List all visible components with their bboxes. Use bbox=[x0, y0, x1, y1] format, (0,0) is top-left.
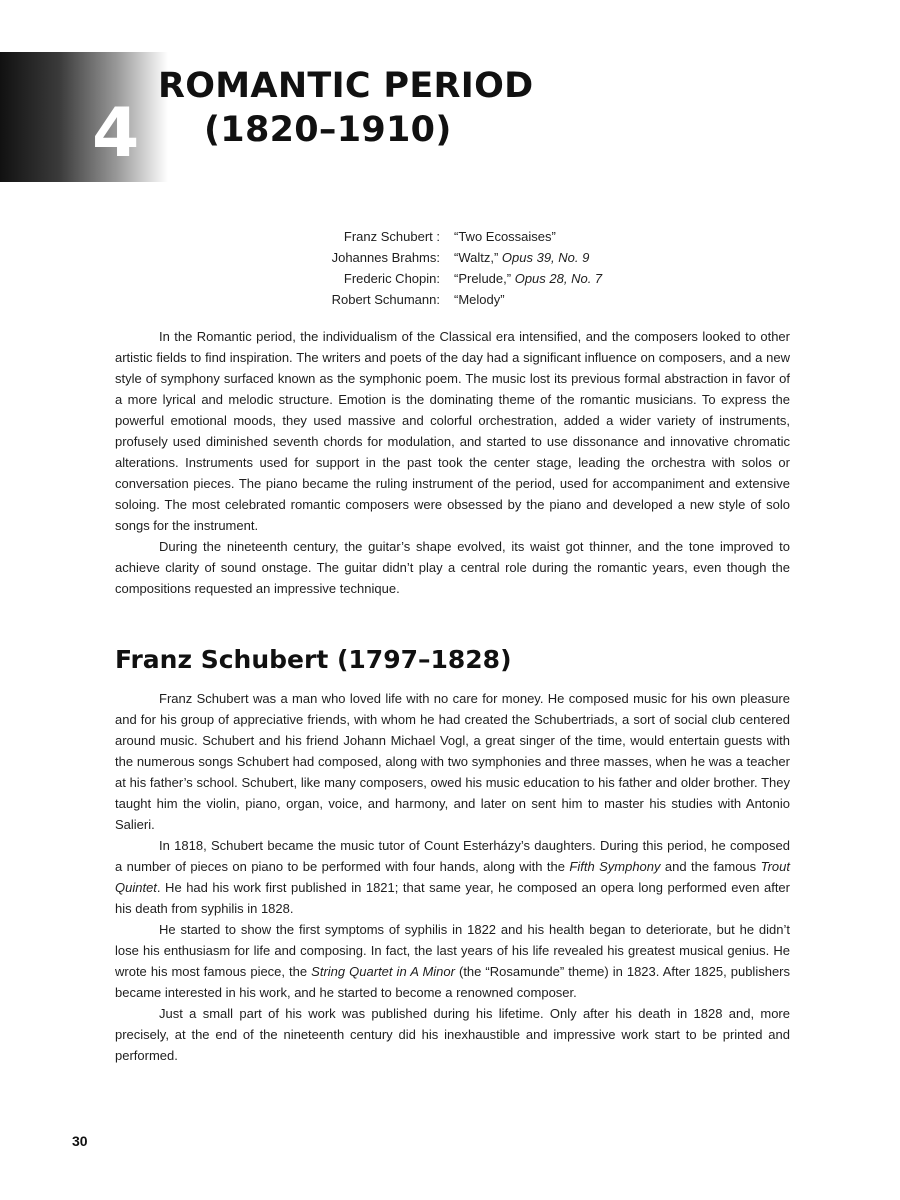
chapter-number: 4 bbox=[92, 94, 140, 173]
text-span: . He had his work first published in 1821; that same year, he composed an opera long performed even after his death from syphilis in 1828. bbox=[115, 880, 790, 916]
intro-paragraph: During the nineteenth century, the guitar’s shape evolved, its waist got thinner, and the tone improved to achieve clarity of sound onstage. The guitar didn’t play a central role during the romantic years, even though the compositions requested an impressive technique. bbox=[115, 539, 790, 596]
works-composer: Frederic Chopin: bbox=[343, 271, 440, 286]
works-piece-title: “Two Ecossaises” bbox=[454, 229, 556, 244]
intro-text bbox=[115, 326, 790, 599]
works-row bbox=[290, 268, 602, 289]
works-composer: Franz Schubert : bbox=[343, 229, 440, 244]
text-span: and the famous bbox=[660, 859, 761, 874]
works-piece bbox=[454, 268, 602, 289]
section-heading: Franz Schubert (1797–1828) bbox=[115, 645, 512, 674]
chapter-title bbox=[158, 64, 534, 152]
text-span: In 1818, Schubert became the music tutor of Count Esterházy’s daughters. During this period, he composed a number of pieces on piano to be performed with four hands, along with the bbox=[115, 838, 790, 874]
intro-paragraph: In the Romantic period, the individualism of the Classical era intensified, and the composers looked to other artistic fields to find inspiration. The writers and poets of the day had a significant influence on composers, and a new style of symphony surfaced known as the symphonic poem. The music lost its previous formal abstraction in favor of a more lyrical and melodic structure. Emotion is the dominating theme of the romantic musicians. To express the powerful emotional moods, they used massive and colorful orchestration, added a wider variety of instruments, profusely used diminished seventh chords for modulation, and started to use dissonance and innovative chromatic alterations. Instruments used for support in the past took the center stage, leading the orchestra with solos or conversation pieces. The piano became the ruling instrument of the period, used for accompaniment and extensive soloing. The most celebrated romantic composers were obsessed by the piano and developed a new style of solo songs for the instrument. bbox=[115, 329, 790, 533]
works-piece-opus: Opus 28, No. 7 bbox=[514, 271, 603, 286]
schubert-text bbox=[115, 688, 790, 1066]
works-piece bbox=[454, 247, 602, 268]
text-span: He started to show the first symptoms of syphilis in 1822 and his health began to deteriorate, but he didn’t lose his enthusiasm for life and composing. In fact, the last years of his life revealed his greatest musical genius. He wrote his most famous piece, the bbox=[115, 922, 790, 979]
schubert-paragraph: Franz Schubert was a man who loved life with no care for money. He composed music for his own pleasure and for his group of appreciative friends, with whom he had created the Schubertriads, a sort of social club centered around music. Schubert and his friend Johann Michael Vogl, a great singer of the time, would entertain guests with the numerous songs Schubert had composed, along with two symphonies and three masses, when he was a teacher at his father’s school. Schubert, like many composers, owed his music education to his father and older brother. They taught him the violin, piano, organ, voice, and harmony, and later on sent him to master his studies with Antonio Salieri. bbox=[115, 691, 790, 832]
works-piece-opus: Opus 39, No. 9 bbox=[501, 250, 590, 265]
works-row bbox=[290, 247, 602, 268]
works-piece bbox=[454, 289, 602, 310]
text-span: (the “Rosamunde” theme) in 1823. After 1825, publishers became interested in his work, and he started to become a renowned composer. bbox=[115, 964, 790, 1000]
works-piece bbox=[454, 226, 602, 247]
chapter-gradient-block bbox=[0, 52, 168, 182]
work-title: String Quartet in A Minor bbox=[311, 964, 455, 979]
works-piece-title: “Melody” bbox=[454, 292, 505, 307]
work-title: Trout Quintet bbox=[115, 859, 790, 895]
works-composer: Johannes Brahms: bbox=[331, 250, 440, 265]
works-piece-title: “Waltz,” bbox=[454, 250, 502, 265]
works-composer: Robert Schumann: bbox=[331, 292, 440, 307]
chapter-title-line2: (1820–1910) bbox=[204, 110, 452, 150]
schubert-paragraph bbox=[115, 919, 790, 1003]
page-number: 30 bbox=[72, 1133, 88, 1149]
works-row bbox=[290, 289, 602, 310]
schubert-paragraph bbox=[115, 835, 790, 919]
works-piece-title: “Prelude,” bbox=[454, 271, 515, 286]
works-list bbox=[290, 226, 602, 310]
chapter-title-line1: ROMANTIC PERIOD bbox=[158, 66, 534, 106]
work-title: Fifth Symphony bbox=[569, 859, 661, 874]
works-row bbox=[290, 226, 602, 247]
schubert-paragraph: Just a small part of his work was published during his lifetime. Only after his death in 1828 and, more precisely, at the end of the nineteenth century did his inexhaustible and impressive work start to be printed and performed. bbox=[115, 1006, 790, 1063]
